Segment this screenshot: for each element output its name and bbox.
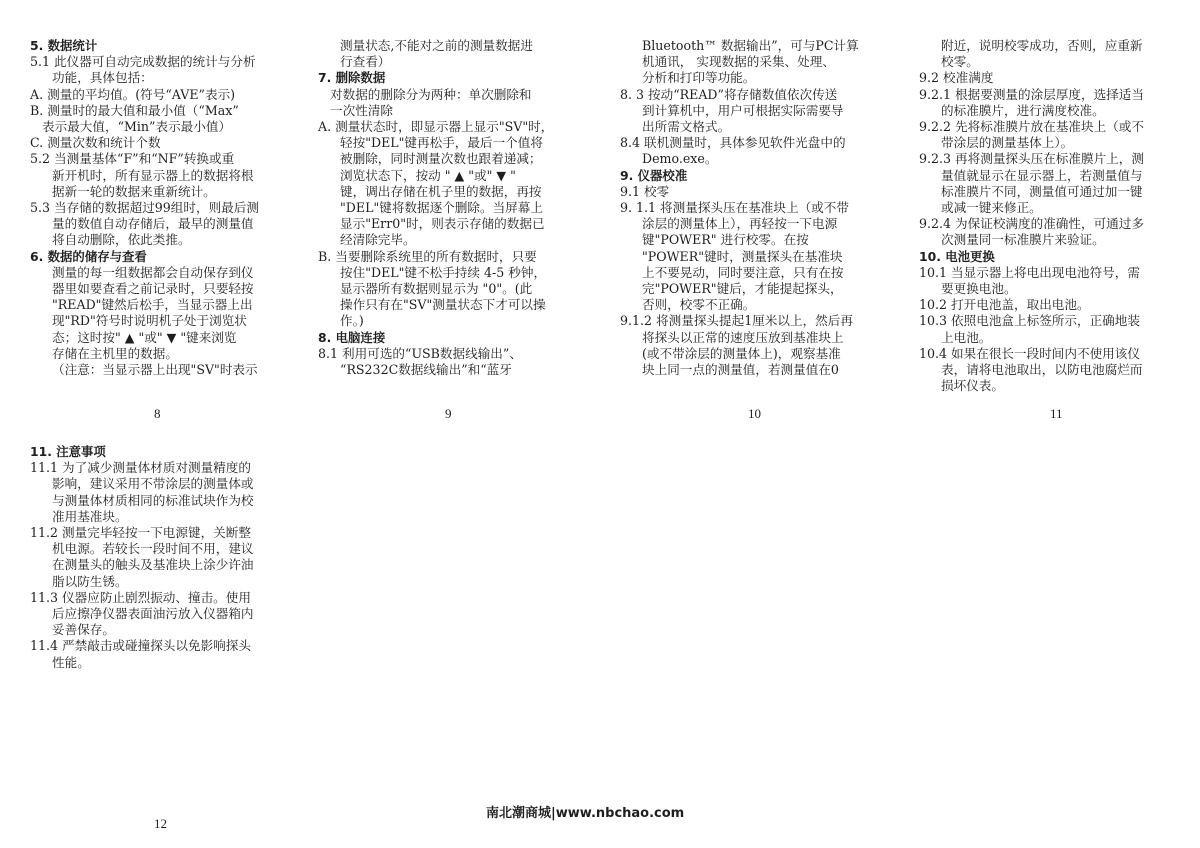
section-heading: 9. 仪器校准 [620, 167, 688, 183]
text-line: Bluetooth™ 数据输出”，可与PC计算 [642, 38, 859, 53]
page-10-column [620, 38, 888, 378]
text-line: 9.2.4 为保证校满度的准确性，可通过多 [919, 216, 1144, 232]
text-line: 5.3 当存储的数据超过99组时，则最后测 [30, 200, 259, 216]
section-heading: 7. 删除数据 [318, 70, 386, 86]
text-line: 10.1 当显示器上将电出现电池符号，需 [919, 264, 1140, 280]
text-line: 完"POWER"键后，才能提起探头， [642, 281, 843, 297]
text-line: 器里如要查看之前记录时，只要轻按 [52, 281, 254, 297]
text-line: (或不带涂层的测量体上)，观察基准 [642, 345, 841, 361]
text-line: 带涂层的测量基体上）。 [941, 135, 1074, 151]
text-line: 9.1.2 将测量探头提起1厘米以上，然后再 [620, 313, 853, 329]
text-line: 准用基准块。 [52, 508, 128, 524]
page-8-column [30, 38, 298, 378]
text-line: 次测量同一标准膜片来验证。 [941, 232, 1105, 248]
text-line: 涂层的测量体上），再轻按一下电源 [642, 216, 838, 232]
text-line: B. 当要删除系统里的所有数据时，只要 [318, 248, 537, 264]
text-line: "POWER"键时，测量探头在基准块 [642, 248, 843, 264]
text-line: 要更换电池。 [941, 281, 1017, 297]
page-11-column [919, 38, 1187, 394]
text-line: 9. 1.1 将测量探头压在基准块上（或不带 [620, 200, 849, 216]
text-line: 11.1 为了减少测量体材质对测量精度的 [30, 460, 251, 476]
section-heading: 11. 注意事项 [30, 444, 106, 459]
text-line: 标准膜片不同，测量值可通过加一键 [941, 183, 1143, 199]
text-line: A. 测量的平均值。(符号“AVE”表示) [30, 86, 236, 102]
text-line: 的标准膜片，进行满度校准。 [941, 102, 1105, 118]
page-number: 11 [1050, 406, 1063, 421]
text-line: 8.1 利用可选的“USB数据线输出”、 [318, 345, 522, 361]
text-line: 附近，说明校零成功，否则，应重新 [941, 38, 1143, 53]
text-line: 现"RD"符号时说明机子处于浏览状 [52, 313, 247, 329]
section-heading: 8. 电脑连接 [318, 329, 386, 345]
text-line: 块上同一点的测量值，若测量值在0 [642, 362, 839, 378]
text-line: 操作只有在"SV"测量状态下才可以操 [340, 297, 546, 313]
section-heading: 6. 数据的储存与查看 [30, 248, 147, 264]
text-line: 11.2 测量完毕轻按一下电源键，关断整 [30, 525, 251, 541]
text-line: 功能，具体包括： [52, 70, 153, 86]
text-line: 到计算机中，用户可根据实际需要导 [642, 102, 844, 118]
text-line: 键"POWER" 进行校零。在按 [642, 232, 809, 248]
text-line: "READ"键然后松手，当显示器上出 [52, 297, 253, 313]
text-line: 出所需文格式。 [642, 119, 731, 135]
text-line: 浏览状态下，按动 " ▲ "或" ▼ " [340, 167, 516, 183]
page-9-column [318, 38, 586, 378]
footer-watermark: 南北潮商城|www.nbchao.com [486, 806, 685, 821]
text-line: “RS232C数据线输出”和“蓝牙 [340, 362, 512, 378]
text-line: 后应擦净仪器表面油污放入仪器箱内 [52, 606, 254, 622]
text-line: 上电池。 [941, 329, 992, 345]
text-line: 9.2.2 先将标准膜片放在基准块上（或不 [919, 119, 1144, 135]
text-line: 存储在主机里的数据。 [52, 345, 178, 361]
text-line: 量的数值自动存储后，最早的测量值 [52, 216, 254, 232]
text-line: （注意：当显示器上出现"SV"时表示 [52, 362, 258, 378]
text-line: 表，请将电池取出，以防电池腐烂而 [941, 362, 1143, 378]
text-line: 新开机时，所有显示器上的数据将根 [52, 167, 254, 183]
text-line: 10.4 如果在很长一段时间内不使用该仪 [919, 345, 1140, 361]
page-number: 10 [748, 406, 761, 421]
text-line: 8.4 联机测量时，具体参见软件光盘中的 [620, 135, 846, 151]
text-line: 影响，建议采用不带涂层的测量体或 [52, 476, 254, 492]
text-line: 妥善保存。 [52, 622, 115, 638]
text-line: 上不要晃动，同时要注意，只有在按 [642, 264, 844, 280]
text-line: 9.2.1 根据要测量的涂层厚度，选择适当 [919, 86, 1144, 102]
text-line: 5.2 当测量基体“F”和“NF”转换或重 [30, 151, 235, 167]
text-line: 11.3 仪器应防止剧烈振动、撞击。使用 [30, 589, 251, 605]
text-line: 表示最大值，“Min”表示最小值） [42, 119, 232, 135]
text-line: 机通讯， 实现数据的采集、处理、 [642, 54, 835, 70]
text-line: Demo.exe。 [642, 151, 718, 167]
text-line: 分析和打印等功能。 [642, 70, 756, 86]
text-line: 否则，校零不正确。 [642, 297, 756, 313]
text-line: 测量状态,不能对之前的测量数据进 [340, 38, 533, 53]
text-line: 作。) [340, 313, 364, 329]
text-line: 将自动删除，依此类推。 [52, 232, 191, 248]
text-line: 据新一轮的数据来重新统计。 [52, 183, 216, 199]
text-line: "DEL"键将数据逐个删除。当屏幕上 [340, 200, 543, 216]
text-line: 对数据的删除分为两种：单次删除和 [330, 86, 532, 102]
text-line: 显示"Err0"时，则表示存储的数据已 [340, 216, 545, 232]
page-number: 12 [154, 816, 167, 831]
text-line: A. 测量状态时，即显示器上显示"SV"时， [318, 119, 554, 135]
text-line: C. 测量次数和统计个数 [30, 135, 161, 151]
text-line: 显示器所有数据则显示为 "0"。(此 [340, 281, 533, 297]
text-line: 将探头以正常的速度压放到基准块上 [642, 329, 844, 345]
text-line: 经清除完毕。 [340, 232, 416, 248]
text-line: 轻按"DEL"键再松手，最后一个值将 [340, 135, 543, 151]
text-line: B. 测量时的最大值和最小值（“Max” [30, 102, 239, 118]
page-number: 9 [445, 406, 452, 421]
text-line: 9.2.3 再将测量探头压在标准膜片上，测 [919, 151, 1144, 167]
text-line: 机电源。若较长一段时间不用，建议 [52, 541, 254, 557]
text-line: 8. 3 按动“READ”将存储数值依次传送 [620, 86, 838, 102]
text-line: 10.3 依照电池盒上标签所示，正确地装 [919, 313, 1140, 329]
text-line: 或减一键来修正。 [941, 200, 1042, 216]
text-line: 态；这时按" ▲ "或" ▼ "键来浏览 [52, 329, 237, 345]
text-line: 在测量头的触头及基准块上涂少许油 [52, 557, 254, 573]
text-line: 脂以防生锈。 [52, 573, 128, 589]
text-line: 测量的每一组数据都会自动保存到仪 [52, 264, 254, 280]
text-line: 一次性清除 [330, 102, 393, 118]
text-line: 10.2 打开电池盖，取出电池。 [919, 297, 1090, 313]
text-line: 被删除，同时测量次数也跟着递减； [340, 151, 542, 167]
text-line: 与测量体材质相同的标准试块作为校 [52, 492, 254, 508]
section-heading: 10. 电池更换 [919, 248, 995, 264]
text-line: 量值就显示在显示器上，若测量值与 [941, 167, 1143, 183]
text-line: 11.4 严禁敲击或碰撞探头以免影响探头 [30, 638, 251, 654]
page-number: 8 [154, 406, 161, 421]
text-line: 行查看） [340, 54, 391, 70]
text-line: 5.1 此仪器可自动完成数据的统计与分析 [30, 54, 256, 70]
text-line: 校零。 [941, 54, 979, 70]
text-line: 按住"DEL"键不松手持续 4-5 秒钟， [340, 264, 547, 280]
text-line: 性能。 [52, 654, 90, 670]
text-line: 9.2 校准满度 [919, 70, 994, 86]
section-heading: 5. 数据统计 [30, 38, 98, 53]
text-line: 键，调出存储在机子里的数据，再按 [340, 183, 542, 199]
page-12-column [30, 444, 298, 671]
text-line: 损坏仪表。 [941, 378, 1004, 394]
text-line: 9.1 校零 [620, 183, 670, 199]
